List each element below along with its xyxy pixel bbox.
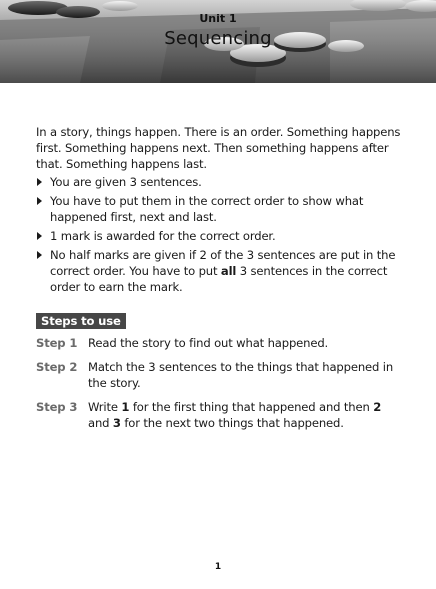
intro-text: In a story, things happen. There is an order. Something happens first. Something happens next. Then something happens after that. Something happens last. bbox=[36, 125, 401, 171]
step-text-part: Match the 3 sentences to the things that happened in the story. bbox=[88, 360, 394, 390]
intro-paragraph bbox=[36, 124, 402, 172]
triangle-bullet-icon bbox=[37, 251, 42, 259]
main-content bbox=[36, 124, 402, 439]
step-text bbox=[88, 399, 402, 431]
header-banner bbox=[0, 0, 436, 83]
bullet-item bbox=[36, 193, 402, 225]
triangle-bullet-icon bbox=[37, 197, 42, 205]
bullet-item bbox=[36, 174, 402, 190]
bullet-emphasis: all bbox=[220, 264, 237, 278]
banner-titles bbox=[0, 12, 436, 50]
unit-label: Unit 1 bbox=[199, 12, 237, 25]
step-number-bold: 3 bbox=[112, 416, 121, 430]
step-label: Step 3 bbox=[36, 400, 78, 414]
step-text-part: for the next two things that happened. bbox=[120, 416, 344, 430]
step-label: Step 1 bbox=[36, 336, 78, 350]
bullet-text: You have to put them in the correct order to show what happened first, next and last. bbox=[50, 194, 364, 224]
steps-heading: Steps to use bbox=[36, 313, 126, 329]
bullet-item bbox=[36, 228, 402, 244]
step-number-bold: 1 bbox=[121, 400, 130, 414]
step-label: Step 2 bbox=[36, 360, 78, 374]
bullet-text: 1 mark is awarded for the correct order. bbox=[50, 229, 276, 243]
triangle-bullet-icon bbox=[37, 232, 42, 240]
bullet-list bbox=[36, 174, 402, 295]
step-row bbox=[36, 359, 402, 391]
steps-list bbox=[36, 335, 402, 431]
step-row bbox=[36, 335, 402, 351]
bullet-item bbox=[36, 247, 402, 295]
bullet-text: You are given 3 sentences. bbox=[50, 175, 202, 189]
step-text-part: Write bbox=[88, 400, 122, 414]
step-text-part: and bbox=[88, 416, 113, 430]
triangle-bullet-icon bbox=[37, 178, 42, 186]
step-text-part: for the first thing that happened and then bbox=[129, 400, 374, 414]
bullet-text: No half marks are given if 2 of the 3 sentences are put in the correct order. You have to put bbox=[50, 248, 396, 278]
step-row bbox=[36, 399, 402, 431]
step-text bbox=[88, 335, 402, 351]
step-text-part: Read the story to find out what happened. bbox=[88, 336, 329, 350]
bullet-text-continued: 3 sentences in the correct order to earn the mark. bbox=[50, 264, 388, 294]
page-title: Sequencing bbox=[164, 28, 272, 49]
step-number-bold: 2 bbox=[373, 400, 382, 414]
page-number: 1 bbox=[214, 562, 222, 572]
step-text bbox=[88, 359, 402, 391]
